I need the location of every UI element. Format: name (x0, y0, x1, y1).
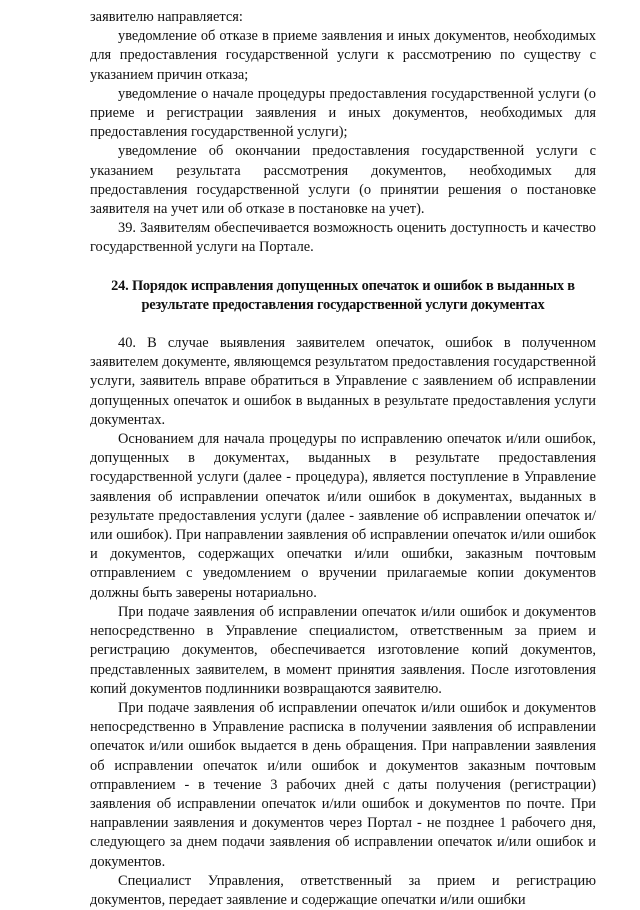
section-heading-24: 24. Порядок исправления допущенных опечаток и ошибок в выданных в результате предоставления государственной услуги документах (111, 277, 575, 313)
document-page (90, 8, 596, 910)
paragraph-procedure-basis: Основанием для начала процедуры по исправлению опечаток и/или ошибок, допущенных в документах, выданных в результате предоставления государственной услуги (далее - процедура), является поступление в Управление заявления об исправлении опечаток и/или ошибок в документах, выданных в результате предоставления услуги (далее - заявление об исправлении опечаток и/или ошибок). При направлении заявления об исправлении опечаток и/или ошибок и документов, содержащих опечатки и/или ошибки, заказным почтовым отправлением с уведомлением о вручении прилагаемые копии документов должны быть заверены нотариально. (90, 431, 596, 601)
paragraph-receipt: При подаче заявления об исправлении опечаток и/или ошибок и документов непосредственно в Управление расписка в получении заявления об исправлении опечаток и/или ошибок выдается в день обращения. При направлении заявления об исправлении опечаток и/или ошибок и документов заказным почтовым отправлением - в течение 3 рабочих дней с даты получения (регистрации) заявления об исправлении опечаток и/или ошибок и документов по почте. При направлении заявления и документов через Портал - не позднее 1 рабочего дня, следующего за днем подачи заявления об исправлении опечаток и/или ошибок и документов. (90, 699, 596, 870)
paragraph-specialist: Специалист Управления, ответственный за прием и регистрацию документов, передает заявление и содержащие опечатки и/или ошибки (90, 872, 596, 908)
paragraph-end-notice: уведомление об окончании предоставления государственной услуги с указанием результата рассмотрения документов, необходимых для предоставления государственной услуги (о принятии решения о постановке заявителя на учет или об отказе в постановке на учет). (90, 143, 596, 218)
paragraph-direct-submission: При подаче заявления об исправлении опечаток и/или ошибок и документов непосредственно в Управление специалистом, ответственным за прием и регистрацию документов, обеспечивается изготовление копий документов, представленных заявителем, в момент принятия заявления. После изготовления копий документов подлинники возвращаются заявителю. (90, 603, 596, 697)
paragraph-start-notice: уведомление о начале процедуры предоставления государственной услуги (о приеме и регистрации заявления и иных документов, необходимых для предоставления государственной услуги); (90, 85, 596, 141)
paragraph-40: 40. В случае выявления заявителем опечаток, ошибок в полученном заявителем документе, являющемся результатом предоставления государственной услуги, заявитель вправе обратиться в Управление с заявлением об исправлении допущенных опечаток и ошибок в выданных в результате предоставления услуги документах. (90, 335, 596, 428)
paragraph-39: 39. Заявителям обеспечивается возможность оценить доступность и качество государственной услуги на Портале. (90, 220, 596, 256)
paragraph-refusal-notice: уведомление об отказе в приеме заявления и иных документов, необходимых для предоставления государственной услуги к рассмотрению по существу с указанием причин отказа; (90, 28, 596, 83)
paragraph-intro: заявителю направляется: (90, 9, 243, 25)
